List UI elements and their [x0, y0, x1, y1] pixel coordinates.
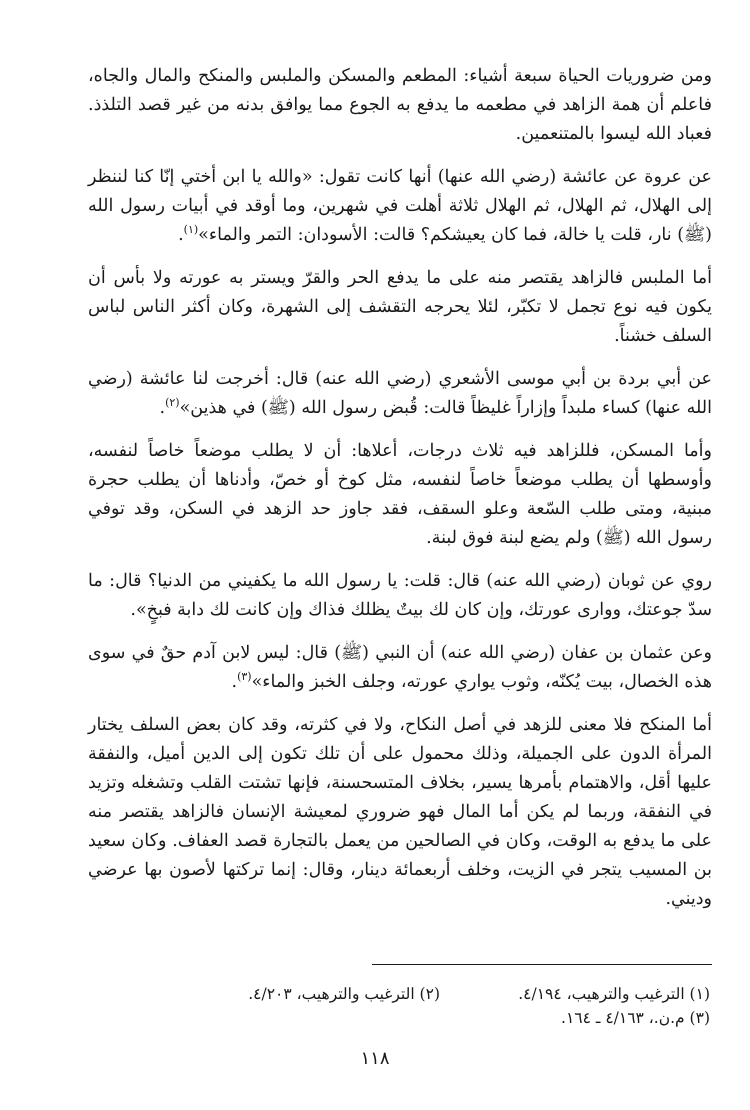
paragraph-text: وأما المسكن، فللزاهد فيه ثلاث درجات، أعلاها: أن لا يطلب موضعاً خاصاً لنفسه، وأوسطها أن يطلب موضعاً خاصاً لنفسه، مثل كوخ أو خصّ، وأدناها أن يطلب حجرة مبنية، ومتى طلب السّعة وعلو السقف، فقد جاوز حد الزهد في السكن، وقد توفي رسول الله (ﷺ) ولم يضع لبنة فوق لبنة. — [88, 441, 712, 548]
paragraph-thawban-hadith — [88, 567, 712, 625]
footnote-ref: (٣) — [237, 670, 252, 684]
footnote-divider — [372, 964, 712, 965]
footnote-3: (٣) م.ن.، ٤/١٦٣ ـ ١٦٤. — [561, 1009, 710, 1027]
paragraph-clothing — [88, 264, 712, 351]
paragraph-text: عن أبي بردة بن أبي موسى الأشعري (رضي الله عنه) قال: أخرجت لنا عائشة (رضي الله عنها) كساء ملبداً وإزاراً غليظاً قالت: قُبض رسول الله (ﷺ) في هذين» — [88, 369, 712, 418]
footnote-1: (١) الترغيب والترهيب، ٤/١٩٤. — [518, 985, 710, 1003]
paragraph-marriage-wealth — [88, 711, 712, 914]
paragraph-text: أما الملبس فالزاهد يقتصر منه على ما يدفع الحر والقرّ ويستر به عورته ولا بأس أن يكون فيه نوع تجمل لا تكبّر، لئلا يحرجه التقشف إلى الشهرة، وكان أكثر الناس لباس السلف خشناً. — [88, 268, 712, 346]
paragraph-end: . — [159, 398, 166, 418]
page-number: ١١٨ — [360, 1048, 390, 1069]
paragraph-text: عن عروة عن عائشة (رضي الله عنها) أنها كانت تقول: «والله يا ابن أختي إنّا كنا لننظر إلى الهلال، ثم الهلال، ثم الهلال ثلاثة أهلت في شهرين، وما أوقد في أبيات رسول الله (ﷺ) نار، قلت يا خالة، فما كان يعيشكم؟ قالت: الأسودان: التمر والماء» — [88, 167, 712, 245]
paragraph-end: . — [178, 225, 184, 245]
footnote-row — [170, 1006, 710, 1030]
paragraph-end: . — [231, 672, 238, 692]
paragraph-aisha-hadith — [88, 163, 712, 250]
paragraph-necessities — [88, 62, 712, 149]
paragraph-dwelling — [88, 437, 712, 553]
footnote-row — [170, 982, 710, 1006]
paragraph-text: أما المنكح فلا معنى للزهد في أصل النكاح، ولا في كثرته، وقد كان بعض السلف يختار المرأة الدون على الجميلة، وذلك محمول على أن تلك تكون إلى الدين أميل، والنفقة عليها أقل، والاهتمام بأمرها يسير، بخلاف المتسحسنة، فإنها تشتت القلب وتشغله وتزيد في النفقة، وربما لم يكن أما المال فهو ضروري لمعيشة الإنسان فالزاهد يقتصر منه على ما يدفع به الوقت، وكان في الصالحين من يعمل بالتجارة قصد العفاف. وكان سعيد بن المسيب يتجر في الزيت، وخلف أربعمائة دينار، وقال: إنما تركتها لأصون بها عرضي وديني. — [88, 715, 712, 909]
main-text — [88, 62, 712, 928]
paragraph-abu-burda-hadith — [88, 365, 712, 423]
footnote-ref: (٢) — [165, 396, 180, 410]
paragraph-uthman-hadith — [88, 639, 712, 697]
paragraph-text: روي عن ثوبان (رضي الله عنه) قال: قلت: يا رسول الله ما يكفيني من الدنيا؟ قال: ما سدّ جوعتك، ووارى عورتك، وإن كان لك بيتٌ يظلك فذاك وإن كانت لك دابة فبخٍ». — [88, 571, 712, 620]
footnote-ref: (١) — [183, 223, 199, 237]
paragraph-text: وعن عثمان بن عفان (رضي الله عنه) أن النبي (ﷺ) قال: ليس لابن آدم حقٌ في سوى هذه الخصال، بيت يُكنّه، وثوب يواري عورته، وجلف الخبز والماء» — [88, 643, 712, 692]
paragraph-text: ومن ضروريات الحياة سبعة أشياء: المطعم والمسكن والملبس والمنكح والمال والجاه، فاعلم أن همة الزاهد في مطعمه ما يدفع به الجوع مما يوافق بدنه من غير قصد التلذذ. فعباد الله ليسوا بالمتنعمين. — [88, 66, 712, 144]
footnote-2: (٢) الترغيب والترهيب، ٤/٢٠٣. — [248, 985, 440, 1003]
footnotes — [170, 982, 710, 1030]
